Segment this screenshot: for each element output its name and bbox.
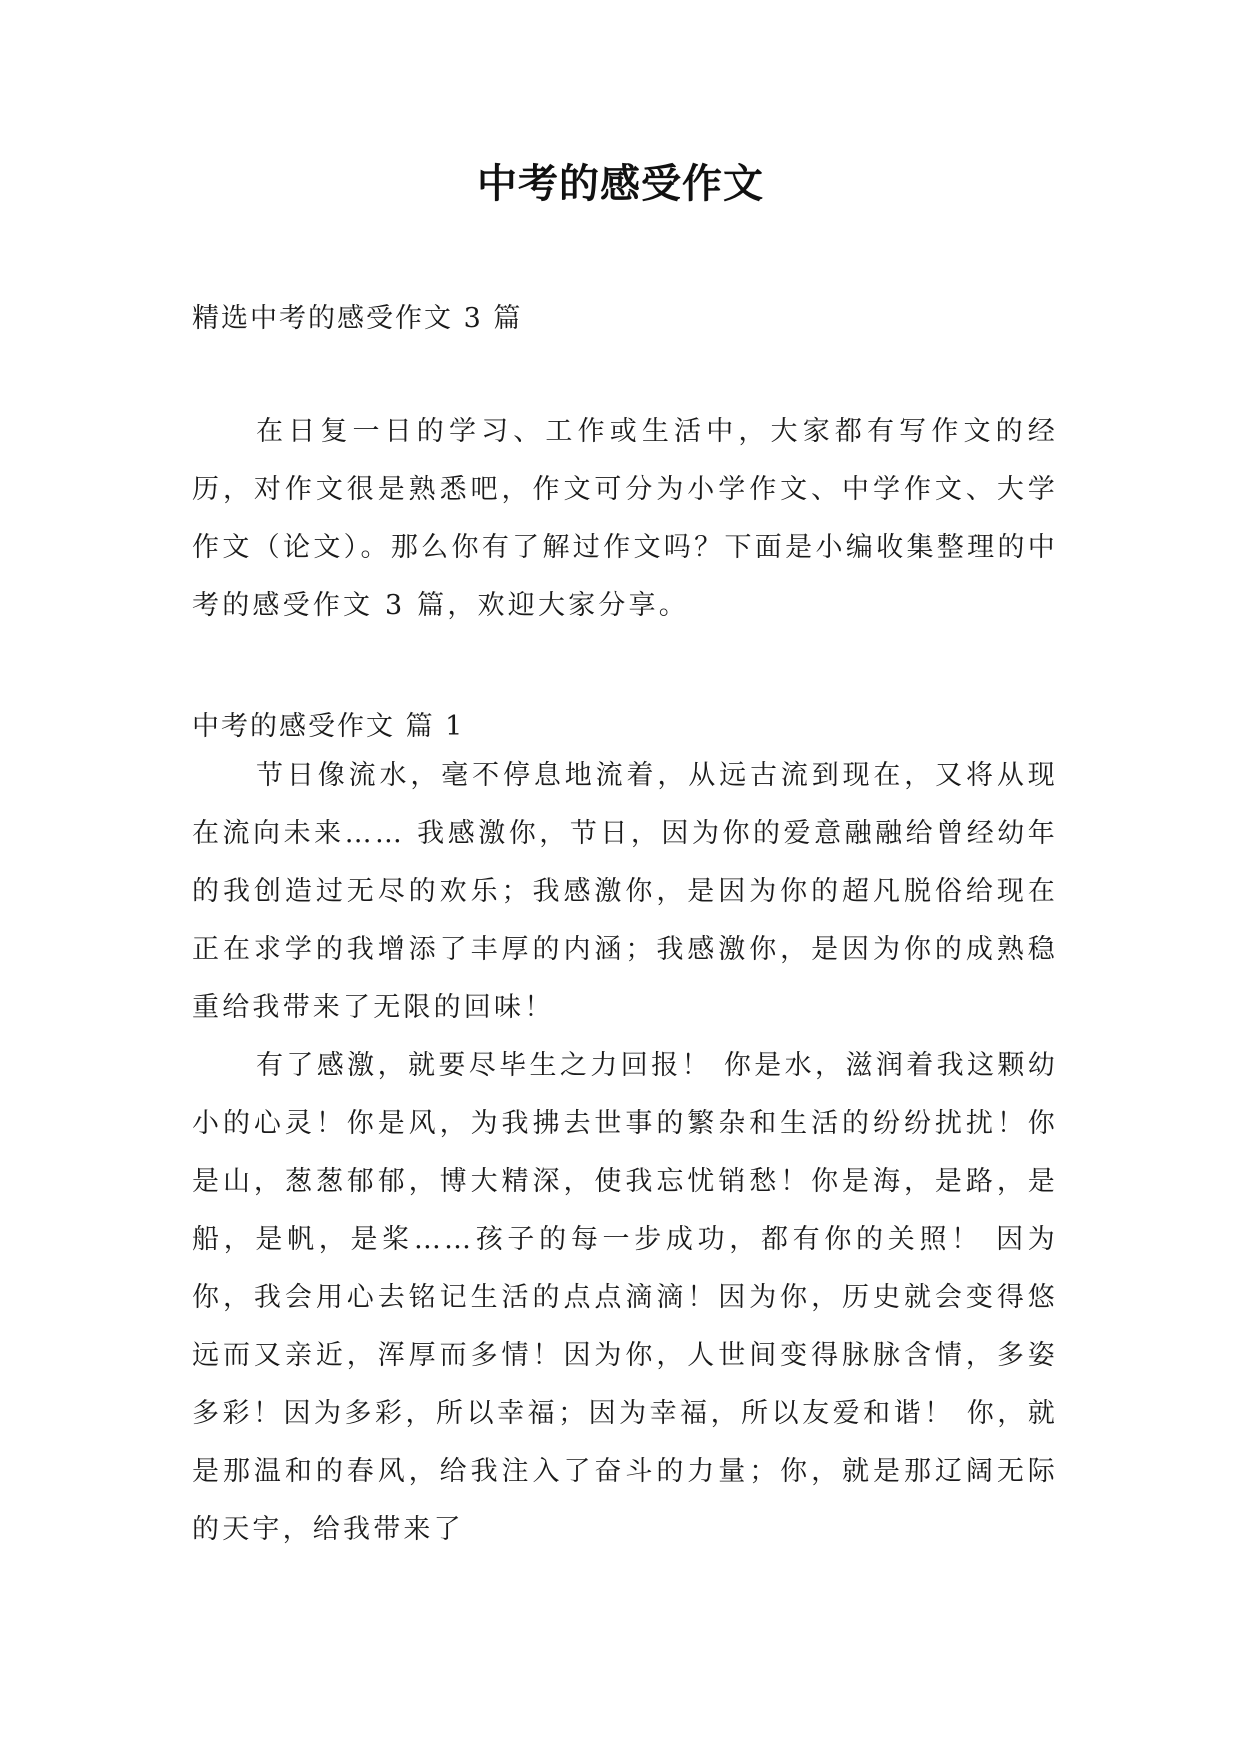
section-heading: 中考的感受作文 篇 1 bbox=[192, 711, 465, 742]
intro-paragraph: 在日复一日的学习、工作或生活中，大家都有写作文的经历，对作文很是熟悉吧，作文可分为小学作文、中学作文、大学作文（论文）。那么你有了解过作文吗？下面是小编收集整理的中考的感受作文 3 篇，欢迎大家分享。 bbox=[192, 416, 1058, 621]
document-title: 中考的感受作文 bbox=[477, 160, 764, 207]
body-paragraph: 节日像流水，毫不停息地流着，从远古流到现在，又将从现在流向未来…… 我感激你，节日，因为你的爱意融融给曾经幼年的我创造过无尽的欢乐；我感激你，是因为你的超凡脱俗给现在正在求学的我增添了丰厚的内涵；我感激你，是因为你的成熟稳重给我带来了无限的回味！ bbox=[192, 760, 1058, 1023]
body-paragraph: 有了感激，就要尽毕生之力回报！ 你是水，滋润着我这颗幼小的心灵！你是风，为我拂去世事的繁杂和生活的纷纷扰扰！你是山，葱葱郁郁，博大精深，使我忘忧销愁！你是海，是路，是船，是帆，是桨……孩子的每一步成功，都有你的关照！ 因为你，我会用心去铭记生活的点点滴滴！因为你，历史就会变得悠远而又亲近，浑厚而多情！因为你，人世间变得脉脉含情，多姿多彩！因为多彩，所以幸福；因为幸福，所以友爱和谐！ 你，就是那温和的春风，给我注入了奋斗的力量；你，就是那辽阔无际的天宇，给我带来了 bbox=[192, 1050, 1058, 1545]
document-subtitle: 精选中考的感受作文 3 篇 bbox=[192, 303, 523, 334]
section-body bbox=[192, 747, 1058, 1559]
intro-block bbox=[192, 403, 1058, 635]
